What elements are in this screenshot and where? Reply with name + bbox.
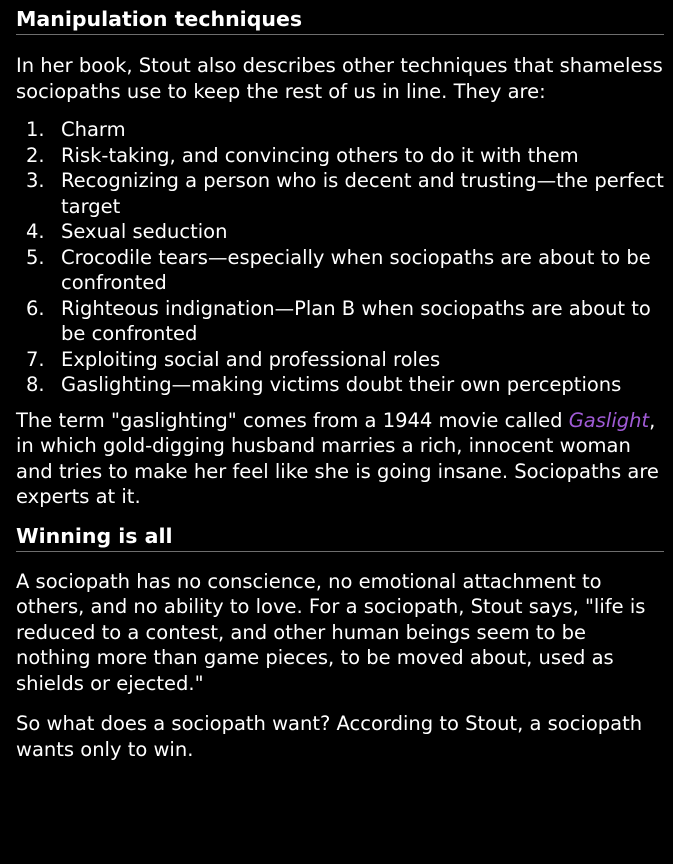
section-heading-winning: Winning is all: [16, 523, 173, 548]
list-item-text: Crocodile tears—especially when sociopaths are about to be confronted: [61, 245, 651, 294]
gaslight-movie-link[interactable]: Gaslight: [568, 408, 650, 432]
list-item-number: 2.: [26, 143, 45, 167]
winning-section: [16, 523, 664, 552]
list-item: [16, 168, 664, 219]
list-item-number: 5.: [26, 245, 45, 269]
list-item: [16, 245, 664, 296]
list-item: [16, 296, 664, 347]
list-item-text: Recognizing a person who is decent and trusting—the perfect target: [61, 169, 664, 218]
list-item-text: Charm: [61, 118, 126, 141]
list-item-number: 6.: [26, 296, 45, 320]
list-item: [16, 117, 664, 143]
list-item: [16, 143, 664, 169]
gaslighting-text-after: , in which gold-digging husband marries a rich, innocent woman and tries to make her feel like she is going insane. Sociopaths are experts at it.: [16, 408, 659, 508]
list-item-text: Sexual seduction: [61, 220, 228, 243]
list-item-number: 1.: [26, 118, 45, 141]
intro-paragraph: In her book, Stout also describes other techniques that shameless sociopaths use to keep the rest of us in line. They are:: [16, 54, 663, 103]
conscience-paragraph: A sociopath has no conscience, no emotional attachment to others, and no ability to love. For a sociopath, Stout says, "life is reduced to a contest, and other human beings seem to be nothing more than game pieces, to be moved about, used as shields or ejected.": [16, 569, 646, 695]
list-item-text: Gaslighting—making victims doubt their own perceptions: [61, 373, 622, 396]
heading-divider: [16, 34, 664, 35]
list-item-number: 8.: [26, 373, 45, 396]
list-item-number: 3.: [26, 169, 45, 192]
list-item: [16, 372, 664, 398]
list-item-number: 7.: [26, 347, 45, 371]
list-item-text: Righteous indignation—Plan B when sociopaths are about to be confronted: [61, 296, 651, 345]
gaslighting-paragraph: [16, 408, 664, 510]
heading-divider: [16, 551, 664, 552]
conclusion-paragraph: So what does a sociopath want? According to Stout, a sociopath wants only to win.: [16, 712, 643, 761]
gaslighting-text-before: The term "gaslighting" comes from a 1944 movie called: [16, 408, 569, 432]
list-item-text: Risk-taking, and convincing others to do it with them: [61, 143, 579, 167]
techniques-list: [16, 117, 664, 398]
list-item-number: 4.: [26, 220, 45, 243]
section-heading-manipulation: Manipulation techniques: [16, 7, 303, 31]
list-item: [16, 347, 664, 373]
list-item-text: Exploiting social and professional roles: [61, 347, 441, 371]
list-item: [16, 219, 664, 245]
